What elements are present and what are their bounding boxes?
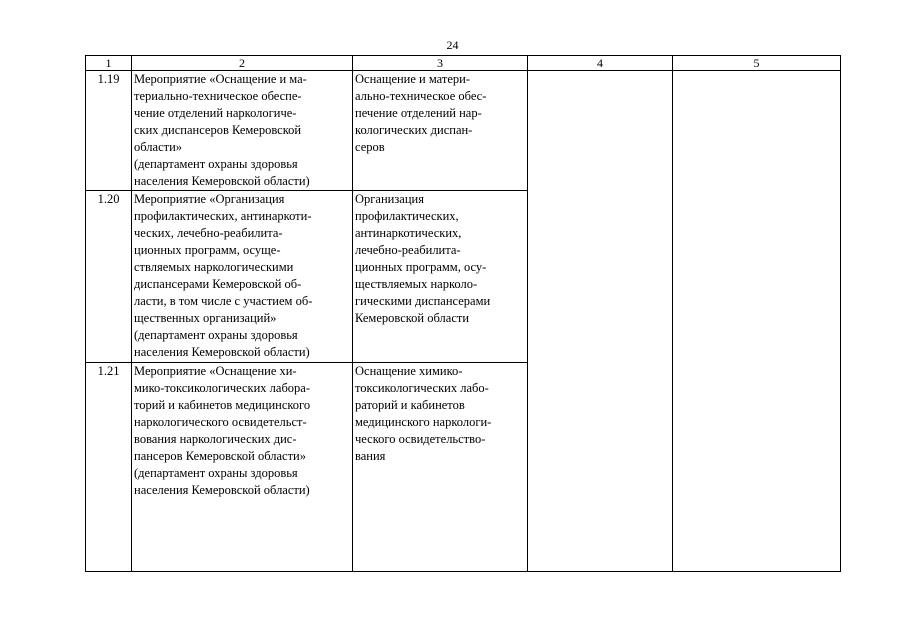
event-cell (132, 363, 353, 572)
result-cell (353, 71, 528, 191)
result-text: Оснащение и матери- ально-техническое обес- печение отделений нар- кологических диспан- серов (355, 72, 487, 154)
header-col-4: 4 (528, 56, 673, 71)
header-col-2: 2 (132, 56, 353, 71)
measures-table (85, 55, 841, 572)
result-cell (353, 363, 528, 572)
event-text: Мероприятие «Оснащение и ма- териально-техническое обеспе- чение отделений наркологиче- ских диспансеров Кемеровской области» (департамент охраны здоровья населения Кемеровской области) (134, 72, 310, 188)
result-cell (353, 191, 528, 363)
header-col-1: 1 (86, 56, 132, 71)
event-text: Мероприятие «Оснащение хи- мико-токсикологических лабора- торий и кабинетов медицинского наркологического освидетельст- вования наркологических дис- пансеров Кемеровской области» (департамент охраны здоровья населения Кемеровской области) (134, 364, 311, 497)
header-col-3: 3 (353, 56, 528, 71)
table-row (86, 71, 841, 191)
result-text: Организация профилактических, антинаркотических, лечебно-реабилита- ционных программ, осу- ществляемых нарколо- гическими диспансерами Кемеровской области (355, 192, 491, 325)
header-col-5: 5 (673, 56, 841, 71)
result-text: Оснащение химико- токсикологических лабо- раторий и кабинетов медицинского наркологи- ческого освидетельство- вания (355, 364, 492, 463)
col5-cell (673, 71, 841, 572)
event-cell (132, 71, 353, 191)
row-number: 1.20 (86, 191, 132, 363)
event-cell (132, 191, 353, 363)
col4-cell (528, 71, 673, 572)
event-text: Мероприятие «Организация профилактических, антинаркоти- ческих, лечебно-реабилита- ционных программ, осуще- ствляемых наркологическими диспансерами Кемеровской об- ласти, в том числе с участием об- щественных организаций» (департамент охраны здоровья населения Кемеровской области) (134, 192, 313, 359)
table-header-row (86, 56, 841, 71)
row-number: 1.19 (86, 71, 132, 191)
page-number: 24 (446, 38, 459, 52)
row-number: 1.21 (86, 363, 132, 572)
